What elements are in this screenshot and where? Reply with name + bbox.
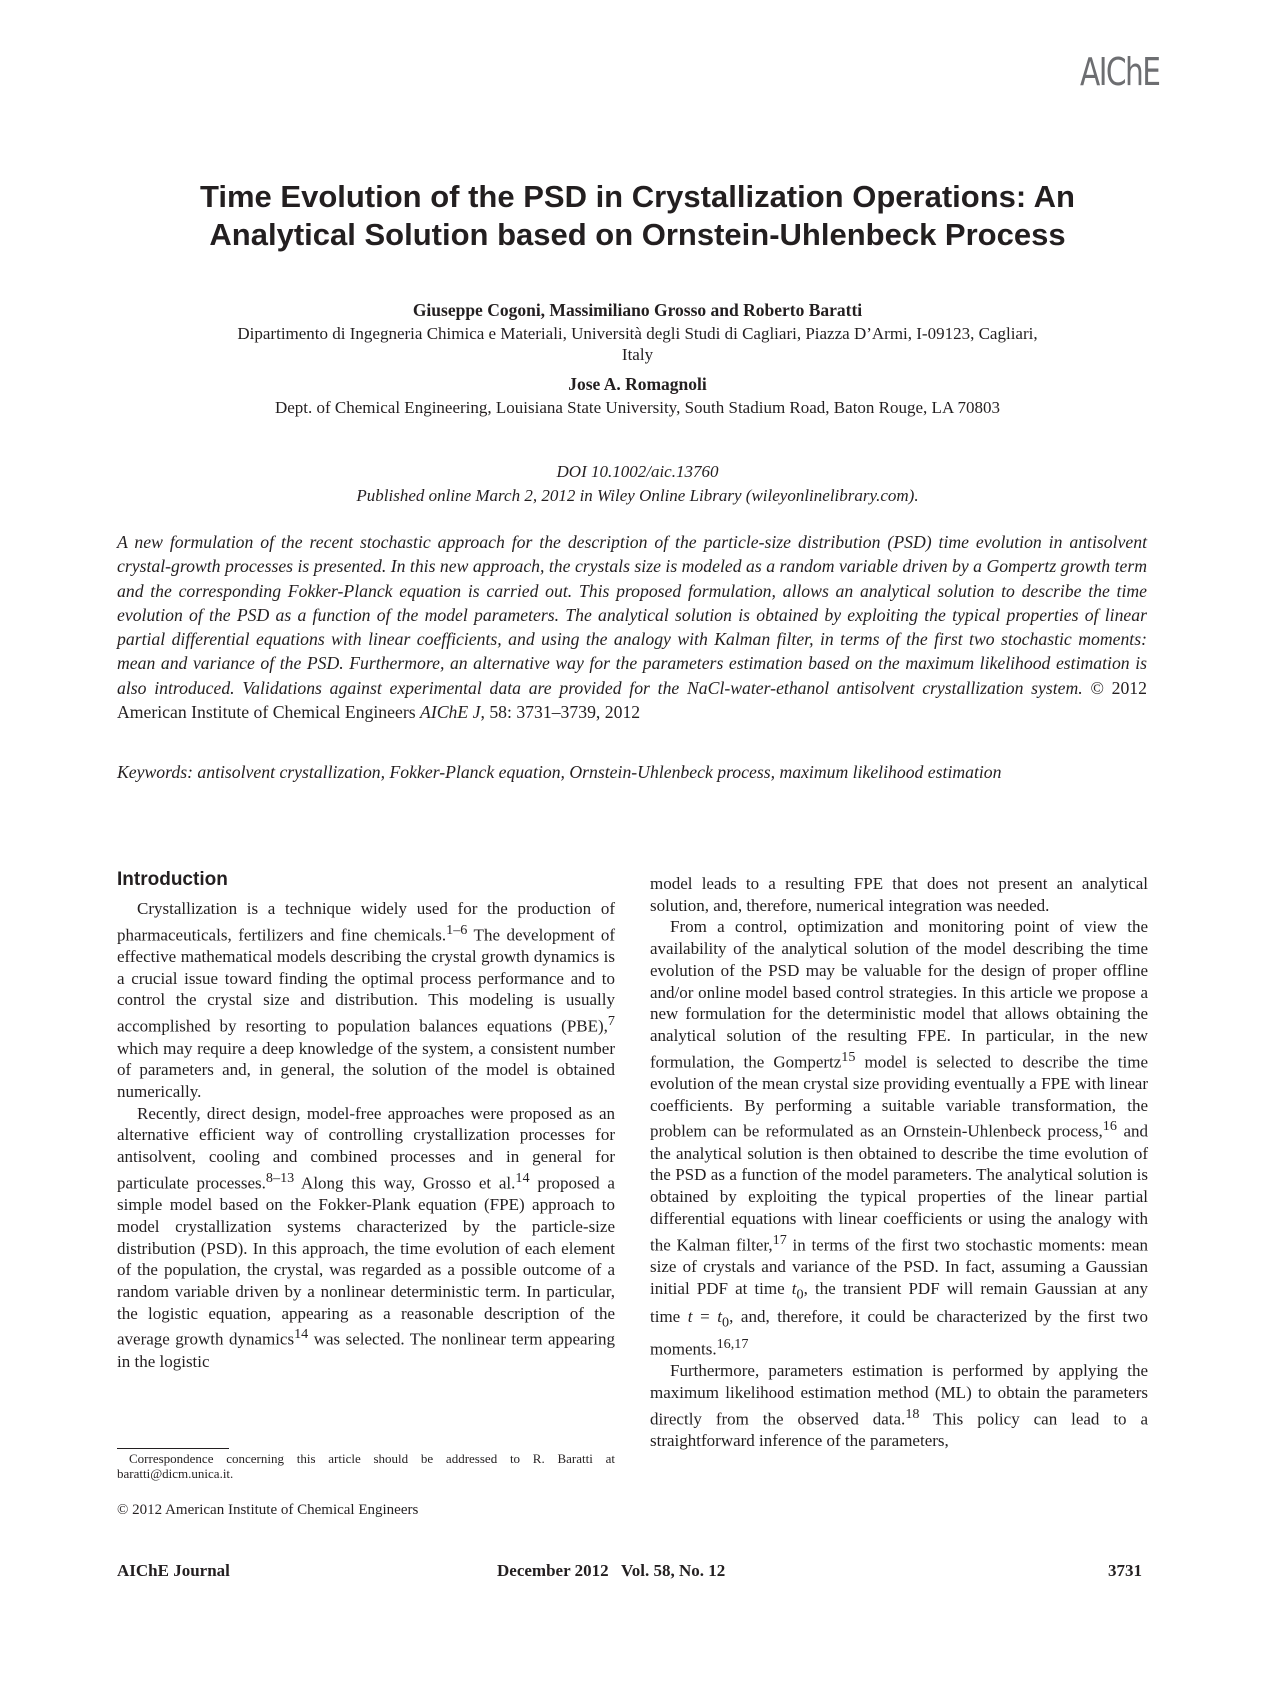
math-var: t — [791, 1278, 797, 1298]
footer-page-number: 3731 — [1108, 1561, 1142, 1580]
text-run: Along this way, Grosso et al. — [294, 1173, 516, 1193]
citation-ref: 15 — [841, 1048, 856, 1065]
correspondence-footnote: Correspondence concerning this article should be addressed to R. Baratti at baratti@dicm.unica.it. — [117, 1451, 615, 1481]
footnote-rule — [117, 1448, 229, 1449]
citation-ref: 14 — [294, 1326, 309, 1343]
abstract-journal: AIChE J — [420, 702, 481, 723]
text-run: The development of effective mathematical models describing the crystal growth dynamics is a crucial issue toward finding the optimal process performance and to control the crystal size and distribution. This modeling is usually accomplished by resorting to population balances equations (PBE), — [117, 925, 616, 1036]
math-op: = — [692, 1306, 718, 1326]
citation-ref: 18 — [905, 1405, 920, 1422]
text-run: was selected. The nonlinear term appearing in the logistic — [117, 1329, 615, 1371]
text-run: From a control, optimization and monitoring point of view the availability of the analytical solution of the model describing the time evolution of the PSD may be valuable for the design of proper offline and/or online model based control strategies. In this article we propose a new formulation for the deterministic model that allows obtaining the analytical solution of the resulting FPE. In particular, in the new formulation, the Gompertz — [650, 917, 1148, 1072]
text-run: proposed a simple model based on the Fokker-Plank equation (FPE) approach to model crystallization systems characterized by the particle-size distribution (PSD). In this approach, the time evolution of each element of the population, the crystal, was regarded as a possible outcome of a random variable driven by a nonlinear deterministic term. In particular, the logistic equation, appearing as a reasonable description of the average growth dynamics — [117, 1173, 615, 1349]
section-heading-introduction: Introduction — [117, 869, 228, 890]
affiliation-1-line-2: Italy — [621, 345, 654, 364]
intro-paragraph-continued: model leads to a resulting FPE that does not present an analytical solution, and, therefore, numerical integration was needed. — [650, 874, 1148, 915]
paper-title — [140, 178, 1135, 254]
citation-ref: 7 — [607, 1013, 615, 1030]
text-run: , the transient PDF will remain Gaussian at any time — [650, 1278, 1148, 1326]
intro-paragraph-4 — [650, 1360, 1148, 1451]
aiche-logo: AIChE — [1080, 50, 1160, 94]
left-column — [117, 898, 615, 1372]
intro-paragraph-1 — [117, 898, 615, 1103]
text-run: which may require a deep knowledge of the system, a consistent number of parameters and, in general, the solution of the model is obtained numerically. — [117, 1038, 615, 1101]
abstract — [117, 530, 1147, 724]
citation-ref: 16,17 — [716, 1335, 749, 1352]
text-run: Crystallization is a technique widely used for the production of pharmaceuticals, fertilizers and fine chemicals. — [117, 899, 615, 945]
doi: DOI 10.1002/aic.13760 — [556, 462, 719, 481]
title-line-1: Time Evolution of the PSD in Crystallization Operations: An — [200, 179, 1075, 214]
text-run: Furthermore, parameters estimation is performed by applying the maximum likelihood estimation method (ML) to obtain the parameters directly from the observed data. — [650, 1361, 1148, 1429]
footer-journal: AIChE Journal — [117, 1561, 230, 1580]
authors-group-2: Jose A. Romagnoli — [568, 374, 707, 394]
citation-ref: 16 — [1102, 1118, 1117, 1135]
text-run: model is selected to describe the time evolution of the mean crystal size providing eventually a FPE with linear coefficients. By performing a suitable variable transformation, the problem can be reformulated as an Ornstein-Uhlenbeck process, — [650, 1052, 1148, 1142]
copyright-line: © 2012 American Institute of Chemical Engineers — [117, 1502, 419, 1518]
citation-ref: 17 — [772, 1231, 787, 1248]
keywords: Keywords: antisolvent crystallization, Fokker-Planck equation, Ornstein-Uhlenbeck process, maximum likelihood estimation — [117, 762, 1002, 782]
text-run: This policy can lead to a straightforward inference of the parameters, — [650, 1409, 1148, 1450]
math-var: t — [717, 1306, 723, 1326]
text-run: Recently, direct design, model-free approaches were proposed as an alternative efficient way of controlling crystallization processes for antisolvent, cooling and combined processes and in general for particulate processes. — [117, 1103, 615, 1193]
intro-paragraph-2 — [117, 1103, 615, 1373]
affiliation-1-line-1: Dipartimento di Ingegneria Chimica e Materiali, Università degli Studi di Cagliari, Piazza D’Armi, I-09123, Cagliari, — [237, 324, 1038, 343]
right-column — [650, 873, 1148, 1452]
affiliation-2: Dept. of Chemical Engineering, Louisiana State University, South Stadium Road, Baton Rouge, LA 70803 — [274, 398, 1001, 417]
text-run: , and, therefore, it could be characterized by the first two moments. — [650, 1306, 1149, 1359]
math-sub: 0 — [796, 1286, 804, 1303]
citation-ref: 14 — [515, 1169, 530, 1186]
intro-paragraph-3 — [650, 916, 1148, 1360]
text-run: in terms of the first two stochastic moments: mean size of crystals and variance of the PSD. In fact, assuming a Gaussian initial PDF at time — [650, 1235, 1148, 1298]
abstract-citation: , 58: 3731–3739, 2012 — [480, 702, 641, 723]
authors-group-1: Giuseppe Cogoni, Massimiliano Grosso and Roberto Baratti — [412, 300, 863, 320]
title-line-2: Analytical Solution based on Ornstein-Uhlenbeck Process — [209, 217, 1066, 252]
abstract-text: A new formulation of the recent stochastic approach for the description of the particle-size distribution (PSD) time evolution in antisolvent crystal-growth processes is presented. In this new approach, the crystals size is modeled as a random variable driven by a Gompertz growth term and the corresponding Fokker-Planck equation is carried out. This proposed formulation, allows an analytical solution to describe the time evolution of the PSD as a function of the model parameters. The analytical solution is obtained by exploiting the typical properties of linear partial differential equations with linear coefficients, and using the analogy with Kalman filter, in terms of the first two stochastic moments: mean and variance of the PSD. Furthermore, an alternative way for the parameters estimation based on the maximum likelihood estimation is also introduced. Validations against experimental data are provided for the NaCl-water-ethanol antisolvent crystallization system. — [117, 532, 1147, 698]
math-var: t — [687, 1306, 693, 1326]
affiliation-1 — [110, 323, 1165, 365]
math-sub: 0 — [722, 1314, 730, 1331]
citation-ref: 8–13 — [265, 1169, 295, 1186]
text-run: and the analytical solution is then obtained to describe the time evolution of the PSD as a function of the model parameters. The analytical solution is obtained by exploiting the typical properties of the linear partial differential equations with linear coefficients or using the analogy with the Kalman filter, — [650, 1122, 1148, 1255]
footer-issue: December 2012 Vol. 58, No. 12 — [497, 1561, 726, 1580]
published-online: Published online March 2, 2012 in Wiley Online Library (wileyonlinelibrary.com). — [356, 486, 919, 505]
abstract-copyright: © 2012 American Institute of Chemical Engineers — [117, 677, 1147, 723]
citation-ref: 1–6 — [446, 921, 468, 938]
